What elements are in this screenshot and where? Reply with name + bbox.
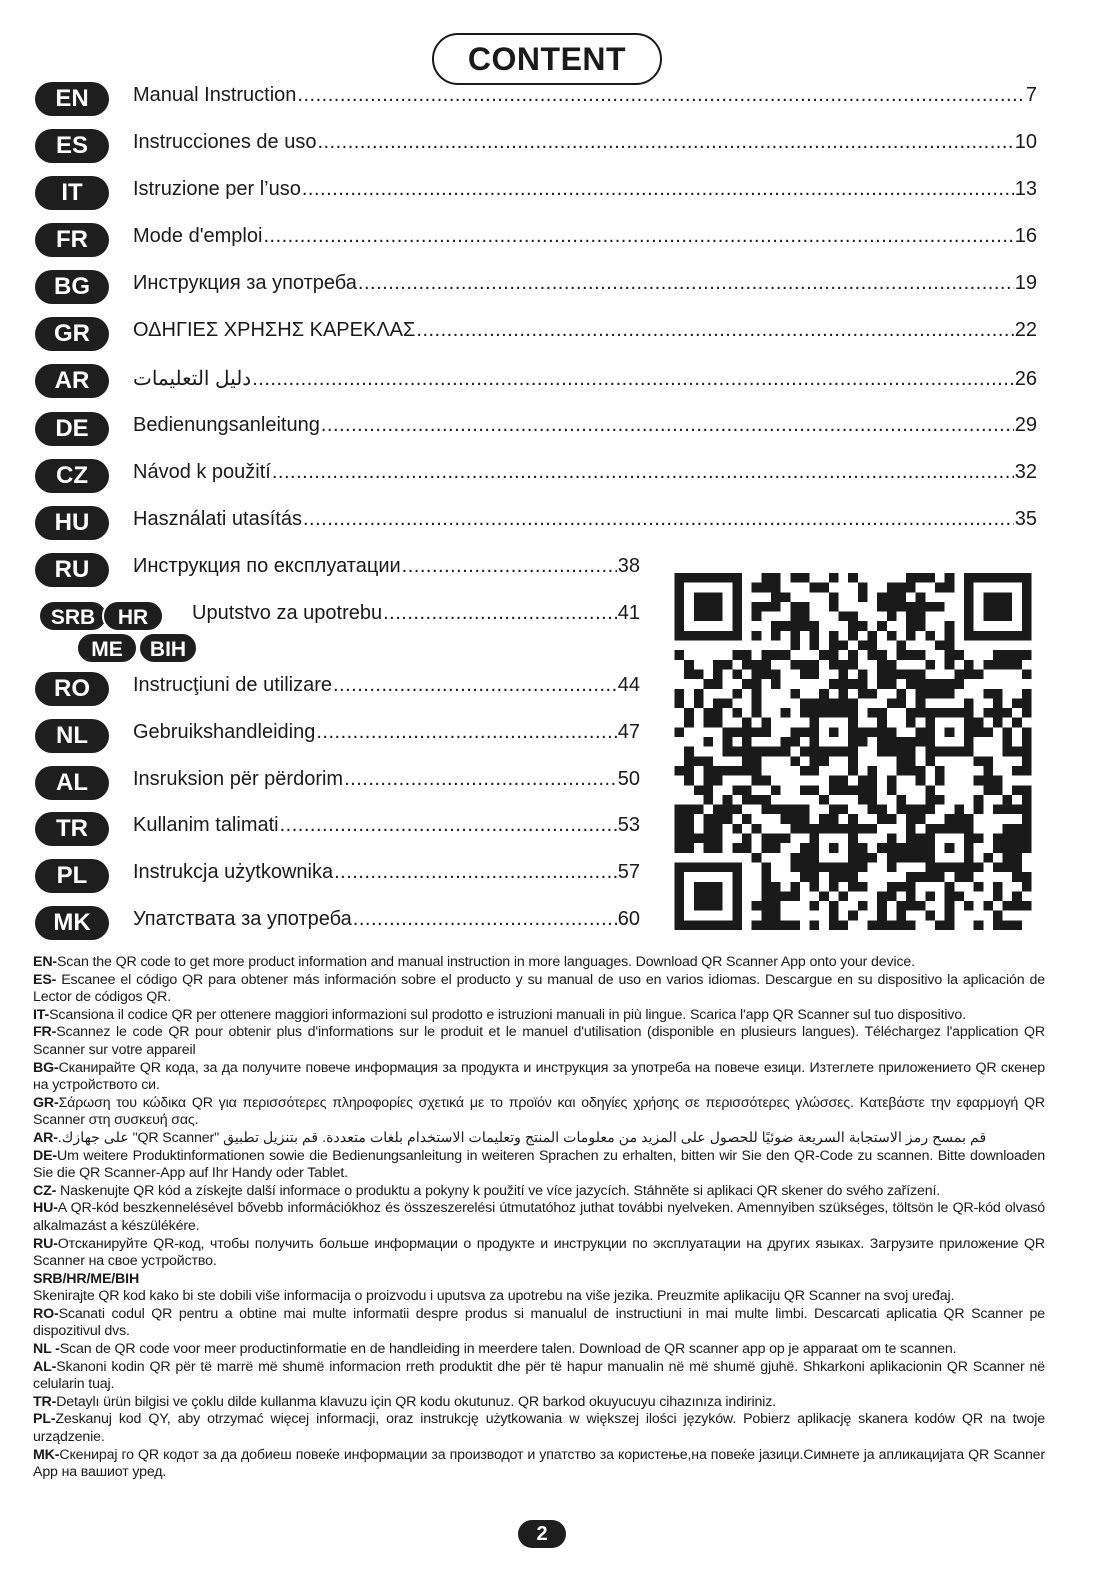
language-badge: HR — [102, 600, 164, 632]
instruction-text: Naskenujte QR kód a získejte další informace o produktu a pokyny k použití ve více jazycích. Stáhněte si aplikaci QR skener do svého zařízení. — [56, 1182, 941, 1199]
toc-label: Návod k použití — [133, 461, 271, 483]
language-badge: GR — [35, 317, 109, 351]
toc-label: Bedienungsanleitung — [133, 414, 320, 436]
toc-entry — [0, 221, 1096, 261]
language-badge: NL — [35, 719, 109, 753]
toc-label: Manual Instruction — [133, 84, 297, 106]
toc-page-number: 16 — [1014, 225, 1037, 247]
qr-instruction-paragraph — [33, 1130, 1045, 1148]
toc-entry — [0, 268, 1096, 308]
toc-page-number: 44 — [617, 674, 640, 696]
toc-page-number: 60 — [617, 908, 640, 930]
page-number: 2 — [518, 1520, 566, 1548]
dot-leader — [252, 368, 1014, 391]
dot-leader — [416, 319, 1013, 342]
qr-instruction-paragraph — [33, 1411, 1045, 1446]
toc-page-number: 38 — [617, 555, 640, 577]
language-prefix: AR- — [33, 1129, 58, 1146]
dot-leader — [302, 178, 1014, 201]
qr-instruction-paragraph — [33, 1095, 1045, 1130]
toc-label: Kullanim talimati — [133, 814, 279, 836]
dot-leader — [263, 225, 1013, 248]
instruction-text: Escanee el código QR para obtener más información sobre el producto y su manual de uso en varios idiomas. Descargue en su dispositivo la aplicación de Lector de códigos QR. — [33, 971, 1045, 1006]
toc-label: Istruzione per l’uso — [133, 178, 301, 200]
language-prefix: CZ- — [33, 1182, 57, 1199]
toc-label: Mode d'emploi — [133, 225, 263, 247]
language-prefix: RO- — [33, 1305, 59, 1322]
qr-instruction-paragraph — [33, 1148, 1045, 1183]
qr-instruction-paragraph — [33, 1306, 1045, 1341]
dot-leader — [321, 414, 1014, 437]
language-badge: SRB — [38, 600, 108, 632]
qr-instruction-paragraph — [33, 1236, 1045, 1271]
toc-line — [133, 414, 1037, 437]
toc-line — [133, 131, 1037, 154]
toc-label: ΟΔΗΓΙΕΣ ΧΡΗΣΗΣ ΚΑΡΕΚΛΑΣ — [133, 319, 416, 341]
language-badge: RU — [35, 553, 109, 587]
toc-page-number: 41 — [617, 602, 640, 624]
language-badge: PL — [35, 859, 109, 893]
toc-line — [133, 225, 1037, 248]
toc-label: Uputstvo za upotrebu — [192, 602, 383, 624]
language-prefix: HU- — [33, 1200, 58, 1217]
instruction-text: Skenirajte QR kod kako bi ste dobili više informacija o proizvodu i uputsva za upotrebu na više jezika. Preuzmite aplikaciju QR Scanner na svoj uređaj. — [33, 1288, 955, 1305]
language-prefix: DE- — [33, 1147, 57, 1164]
language-badge: DE — [35, 412, 109, 446]
toc-line — [192, 602, 640, 625]
toc-line — [133, 272, 1037, 295]
toc-entry — [0, 410, 1096, 450]
language-badge: FR — [35, 223, 109, 257]
language-badge: EN — [35, 82, 109, 116]
toc-page-number: 47 — [617, 721, 640, 743]
language-prefix: RU- — [33, 1235, 58, 1252]
language-badge: BG — [35, 270, 109, 304]
dot-leader — [317, 131, 1013, 154]
toc-line — [133, 555, 640, 578]
toc-page-number: 32 — [1014, 461, 1037, 483]
qr-instruction-paragraph — [33, 1447, 1045, 1482]
toc-page-number: 57 — [617, 861, 640, 883]
instruction-text: Scan de QR code voor meer productinformatie en de handleiding in meerdere talen. Download de QR scanner app op je apparaat om te scannen. — [59, 1341, 957, 1358]
instruction-text: Scan the QR code to get more product information and manual instruction in more languages. Download QR Scanner App onto your device. — [56, 954, 915, 970]
qr-instructions — [33, 954, 1045, 1482]
dot-leader — [402, 555, 617, 578]
language-prefix: NL - — [33, 1341, 60, 1358]
language-prefix: SRB/HR/ME/BIH — [33, 1270, 140, 1287]
language-badge: ME — [76, 632, 138, 664]
toc-line — [133, 721, 640, 744]
qr-instruction-paragraph — [33, 1024, 1045, 1059]
toc-page-number: 13 — [1014, 178, 1037, 200]
toc-entry — [0, 362, 1096, 402]
toc-page-number: 10 — [1014, 131, 1037, 153]
instruction-text: Скенирај го QR кодот за да добиеш повеќе информации за производот и упатство за користење,на повеќе јазици.Симнете ја апликацијата QR Scanner App на вашиот уред. — [33, 1446, 1045, 1481]
instruction-text: Scansiona il codice QR per ottenere maggiori informazioni sul prodotto e istruzioni manuali in più lingue. Scarica l'app QR Scanner sul tuo dispositivo. — [49, 1006, 966, 1023]
instruction-text: Scanati codul QR pentru a obtine mai multe informatii despre produs si manualul de instructiuni in mai multe limbi. Descarcati aplicatia QR Scanner pe dispozitivul dvs. — [33, 1305, 1045, 1340]
toc-entry — [0, 80, 1096, 120]
toc-label: Инструкция за употреба — [133, 272, 357, 294]
instruction-text: Scannez le code QR pour obtenir plus d'informations sur le produit et le manuel d'utilisation (disponible en plusieurs langues). Téléchargez l'application QR Scanner sur votre appareil — [33, 1024, 1045, 1058]
toc-label: Instrucciones de uso — [133, 131, 317, 153]
toc-line — [133, 814, 640, 837]
toc-page-number: 22 — [1014, 319, 1037, 341]
language-prefix: AL- — [33, 1358, 57, 1375]
language-badge: AL — [35, 766, 109, 800]
dot-leader — [297, 84, 1024, 107]
language-badge: TR — [35, 812, 109, 846]
page-title: CONTENT — [432, 33, 662, 85]
dot-leader — [333, 674, 617, 697]
language-prefix: TR- — [33, 1393, 57, 1410]
qr-instruction-paragraph — [33, 1359, 1045, 1394]
toc-line — [133, 674, 640, 697]
toc-page-number: 50 — [617, 768, 640, 790]
qr-instruction-paragraph — [33, 1007, 1045, 1025]
qr-instruction-paragraph — [33, 1200, 1045, 1235]
instruction-text: قم بمسح رمز الاستجابة السريعة ضوئيًا للحصول على المزيد من معلومات المنتج وتعليمات الاستخدام بلغات متعددة. قم بتنزيل تطبيق "QR Scanner" على جهازك. — [57, 1129, 987, 1146]
language-badge: RO — [35, 672, 109, 706]
language-badge: AR — [35, 364, 109, 398]
language-prefix: EN- — [33, 954, 57, 970]
toc-label: Használati utasítás — [133, 508, 302, 530]
qr-instruction-paragraph — [33, 972, 1045, 1007]
toc-page-number: 19 — [1014, 272, 1037, 294]
toc-line — [133, 508, 1037, 531]
dot-leader — [280, 814, 617, 837]
qr-instruction-paragraph — [33, 1394, 1045, 1412]
instruction-text: A QR-kód beszkennelésével bővebb információkhoz és összeszerelési útmutatóhoz juthat további nyelveken. Amennyiben szükséges, töltsön le QR-kód olvasó alkalmazást a készülékére. — [33, 1200, 1045, 1234]
instruction-text: Отсканируйте QR-код, чтобы получить больше информации о продукте и инструкции по эксплуатации на других языках. Загрузите приложение QR Scanner на свое устройство. — [33, 1235, 1045, 1270]
language-prefix: GR- — [33, 1094, 59, 1111]
toc-line — [133, 861, 640, 884]
language-prefix: ES- — [33, 971, 57, 988]
dot-leader — [344, 768, 617, 791]
toc-line — [133, 366, 1037, 391]
toc-label: Gebruikshandleiding — [133, 721, 316, 743]
toc-label: دليل التعليمات — [133, 368, 252, 390]
toc-entry — [0, 127, 1096, 167]
toc-page-number: 35 — [1014, 508, 1037, 530]
toc-page-number: 53 — [617, 814, 640, 836]
qr-instruction-paragraph — [33, 1271, 1045, 1306]
language-prefix: PL- — [33, 1411, 56, 1428]
toc-entry — [0, 457, 1096, 497]
instruction-text: Skanoni kodin QR për të marrë më shumë informacion rreth produktit dhe për të hapur manualin në më shumë gjuhë. Shkarkoni aplikacionin QR Scanner në celularin tuaj. — [33, 1358, 1045, 1393]
language-badge: ES — [35, 129, 109, 163]
toc-entry — [0, 174, 1096, 214]
language-prefix: FR- — [33, 1024, 57, 1041]
language-badge: BIH — [138, 632, 198, 664]
toc-line — [133, 768, 640, 791]
dot-leader — [316, 721, 616, 744]
language-badge: IT — [35, 176, 109, 210]
toc-label: Инструкция по експлуатации — [133, 555, 401, 577]
toc-line — [133, 319, 1037, 342]
language-prefix: MK- — [33, 1446, 60, 1463]
dot-leader — [272, 461, 1014, 484]
toc-line — [133, 178, 1037, 201]
dot-leader — [353, 908, 617, 931]
toc-page-number: 7 — [1025, 84, 1037, 106]
toc-page-number: 29 — [1014, 414, 1037, 436]
dot-leader — [383, 602, 617, 625]
qr-instruction-paragraph — [33, 1183, 1045, 1201]
language-badge: MK — [35, 906, 109, 940]
qr-instruction-paragraph — [33, 954, 1045, 972]
language-prefix: BG- — [33, 1059, 59, 1076]
toc-label: Instrukcja użytkownika — [133, 861, 334, 883]
dot-leader — [334, 861, 617, 884]
language-badge: HU — [35, 506, 109, 540]
instruction-text: Um weitere Produktinformationen sowie die Bedienungsanleitung in weiteren Sprachen zu erhalten, bitten wir Sie den QR-Code zu scannen. Bitte downloaden Sie die QR Scanner-App auf Ihr Handy oder Tablet. — [33, 1147, 1045, 1182]
qr-instruction-paragraph — [33, 1060, 1045, 1095]
instruction-text: Σάρωση του κώδικα QR για περισσότερες πληροφορίες σχετικά με το προϊόν και οδηγίες χρήσης σε περισσότερες γλώσσες. Κατεβάστε την εφαρμογή QR Scanner στη συσκευή σας. — [33, 1094, 1045, 1129]
instruction-text: Detaylı ürün bilgisi ve çoklu dilde kullanma klavuzu için QR kodu okutunuz. QR barkod okuyucuyu cihazınıza indiriniz. — [56, 1393, 776, 1410]
toc-label: Упатствата за употреба — [133, 908, 352, 930]
instruction-text: Сканирайте QR кода, за да получите повече информация за продукта и инструкция за употреба на повече езици. Изтеглете приложението QR скенер на устройството си. — [33, 1059, 1045, 1094]
toc-entry — [0, 504, 1096, 544]
toc-page-number: 26 — [1014, 368, 1037, 390]
toc-label: Insruksion për përdorim — [133, 768, 344, 790]
language-prefix: IT- — [33, 1006, 50, 1023]
qr-code-image — [673, 573, 1033, 930]
toc-line — [133, 84, 1037, 107]
toc-label: Instrucţiuni de utilizare — [133, 674, 332, 696]
language-badge: CZ — [35, 459, 109, 493]
dot-leader — [358, 272, 1014, 295]
toc-entry — [0, 315, 1096, 355]
instruction-text: Zeskanuj kod QY, aby otrzymać więcej informacji, oraz instrukcję użytkowania w większej ilości języków. Pobierz aplikację skanera kodów QR na twoje urządzenie. — [33, 1411, 1045, 1446]
dot-leader — [303, 508, 1014, 531]
qr-instruction-paragraph — [33, 1341, 1045, 1359]
toc-line — [133, 461, 1037, 484]
toc-line — [133, 908, 640, 931]
